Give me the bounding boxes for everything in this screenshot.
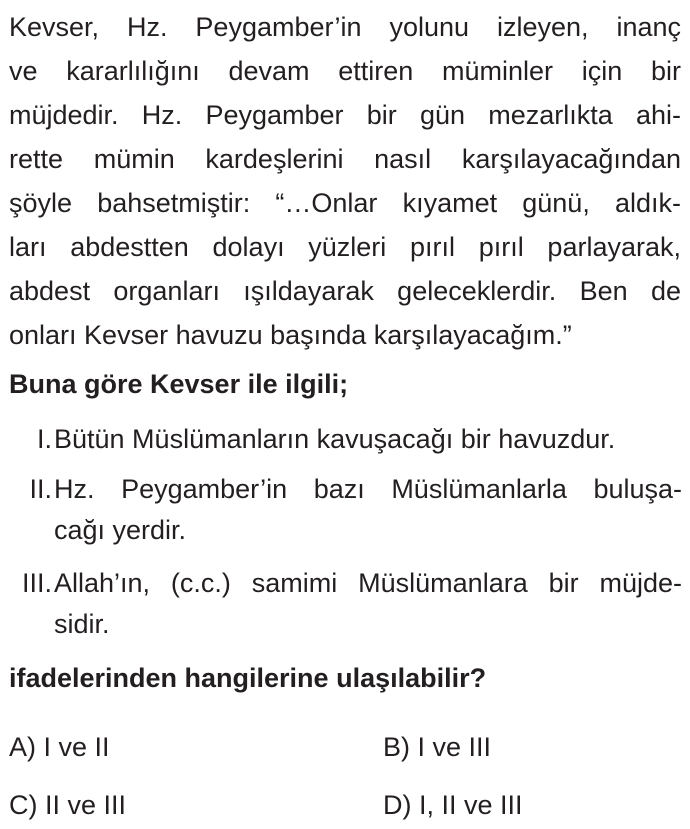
choice-d[interactable]: D) I, II ve III (383, 790, 523, 820)
passage-line: onları Kevser havuzu başında karşılayacağım.” (9, 320, 572, 350)
statement-text: Hz. Peygamber’in bazı Müslümanlarla buluşa- (54, 474, 682, 504)
statement-number: III. (21, 568, 52, 598)
passage-line: ve kararlılığını devam ettiren müminler için bir (9, 56, 681, 86)
statement-text: cağı yerdir. (54, 515, 187, 545)
question-stem: ifadelerinden hangilerine ulaşılabilir? (9, 663, 487, 693)
choice-a[interactable]: A) I ve II (9, 732, 110, 762)
passage-line: ları abdestten dolayı yüzleri pırıl pırıl parlayarak, (9, 232, 681, 262)
passage-line: şöyle bahsetmiştir: “…Onlar kıyamet günü, aldık- (9, 188, 681, 218)
statement-number: II. (29, 474, 52, 504)
passage-line: rette mümin kardeşlerini nasıl karşılayacağından (9, 144, 681, 174)
passage-line: abdest organları ışıldayarak geleceklerdir. Ben de (9, 276, 681, 306)
statement-number: I. (36, 424, 52, 454)
statement-text: Bütün Müslümanların kavuşacağı bir havuzdur. (54, 424, 616, 454)
choice-b[interactable]: B) I ve III (383, 732, 492, 762)
choice-c[interactable]: C) II ve III (9, 790, 127, 820)
passage-line: müjdedir. Hz. Peygamber bir gün mezarlıkta ahi- (9, 100, 681, 130)
statement-text: sidir. (54, 609, 110, 639)
passage-line: Kevser, Hz. Peygamber’in yolunu izleyen, inanç (9, 12, 681, 42)
statement-text: Allah’ın, (c.c.) samimi Müslümanlara bir müjde- (54, 568, 682, 598)
question-lead: Buna göre Kevser ile ilgili; (9, 369, 349, 399)
